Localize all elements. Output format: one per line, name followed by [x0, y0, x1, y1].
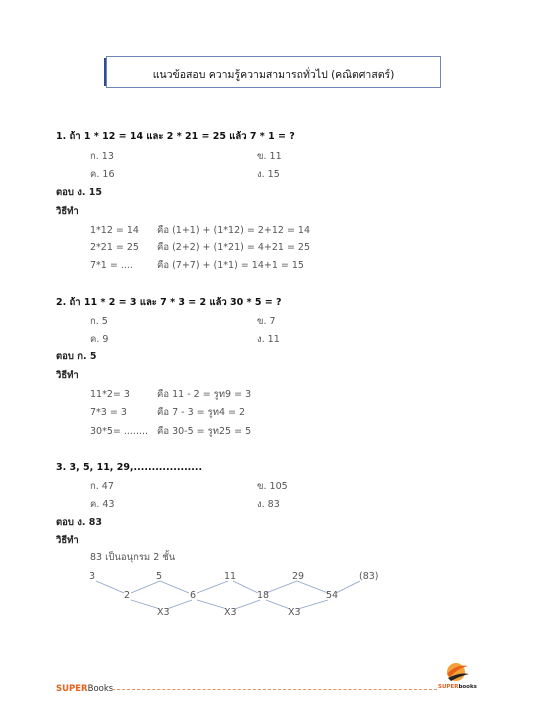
q2-step-2-right: คือ 7 - 3 = รูท4 = 2 — [157, 407, 246, 418]
q2-step-1-right: คือ 11 - 2 = รูท9 = 3 — [157, 389, 252, 400]
q1-step-3-left: 7*1 = .... — [90, 260, 133, 271]
q1-choice-c: ค. 16 — [90, 169, 115, 180]
logo-super: SUPER — [438, 684, 459, 690]
q2-choice-c: ค. 9 — [90, 334, 109, 345]
q3-choice-b: ข. 105 — [257, 481, 288, 492]
series-top-2: 5 — [156, 571, 163, 582]
q3-method-label: วิธีทำ — [56, 535, 79, 546]
question-1: 1. ถ้า 1 * 12 = 14 และ 2 * 21 = 25 แล้ว 7 * 1 = ? — [56, 131, 295, 142]
series-top-5: (83) — [359, 571, 379, 582]
q2-step-1-left: 11*2= 3 — [90, 389, 130, 400]
series-bottom-2: X3 — [224, 607, 237, 618]
diagram-line — [96, 581, 124, 593]
series-middle-3: 18 — [257, 590, 270, 601]
footer-brand-super: SUPER — [56, 684, 88, 694]
question-2: 2. ถ้า 11 * 2 = 3 และ 7 * 3 = 2 แล้ว 30 * 5 = ? — [56, 297, 282, 308]
diagram-line — [160, 581, 189, 593]
question-3: 3. 3, 5, 11, 29,................... — [56, 462, 203, 473]
q3-choice-d: ง. 83 — [257, 499, 280, 510]
q2-step-3-left: 30*5= ........ — [90, 426, 149, 437]
q2-choice-a: ก. 5 — [90, 316, 108, 327]
q1-step-2-left: 2*21 = 25 — [90, 242, 139, 253]
q2-answer: ตอบ ก. 5 — [56, 351, 97, 362]
footer-divider — [112, 689, 437, 690]
diagram-line — [233, 581, 258, 593]
q2-choice-d: ง. 11 — [257, 334, 280, 345]
q3-choice-a: ก. 47 — [90, 481, 114, 492]
series-top-1: 3 — [89, 571, 96, 582]
page-title: แนวข้อสอบ ความรู้ความสามารถทั่วไป (คณิตศาสตร์) — [152, 69, 395, 81]
q1-method-label: วิธีทำ — [56, 206, 79, 217]
q1-choice-b: ข. 11 — [257, 151, 282, 162]
q1-choice-a: ก. 13 — [90, 151, 114, 162]
logo-books: books — [458, 684, 477, 690]
q3-answer: ตอบ ง. 83 — [56, 517, 102, 528]
q1-choice-d: ง. 15 — [257, 169, 280, 180]
footer-brand-books: Books — [87, 684, 114, 694]
q2-method-label: วิธีทำ — [56, 370, 79, 381]
series-middle-4: 54 — [326, 590, 339, 601]
q2-choice-b: ข. 7 — [257, 316, 276, 327]
q2-step-3-right: คือ 30-5 = รูท25 = 5 — [157, 426, 252, 437]
series-bottom-3: X3 — [288, 607, 301, 618]
series-top-4: 29 — [292, 571, 305, 582]
q1-step-1-left: 1*12 = 14 — [90, 225, 139, 236]
diagram-line — [197, 600, 227, 609]
footer-brand — [56, 684, 113, 694]
series-middle-1: 2 — [124, 590, 131, 601]
diagram-line — [131, 600, 160, 609]
q3-note: 83 เป็นอนุกรม 2 ชั้น — [90, 552, 176, 563]
diagram-line — [298, 600, 328, 609]
q1-step-2-right: คือ (2+2) + (1*21) = 4+21 = 25 — [157, 242, 311, 253]
diagram-line — [266, 600, 290, 609]
q3-choice-c: ค. 43 — [90, 499, 115, 510]
series-bottom-1: X3 — [157, 607, 170, 618]
diagram-line — [336, 581, 360, 593]
series-top-3: 11 — [224, 571, 237, 582]
logo-wordmark — [438, 684, 477, 690]
q2-step-2-left: 7*3 = 3 — [90, 407, 127, 418]
q1-step-1-right: คือ (1+1) + (1*12) = 2+12 = 14 — [157, 225, 311, 236]
series-middle-2: 6 — [190, 590, 197, 601]
q1-answer: ตอบ ง. 15 — [56, 187, 102, 198]
q1-step-3-right: คือ (7+7) + (1*1) = 14+1 = 15 — [157, 260, 304, 271]
diagram-line — [167, 600, 192, 609]
series-diagram-lines — [96, 581, 360, 609]
